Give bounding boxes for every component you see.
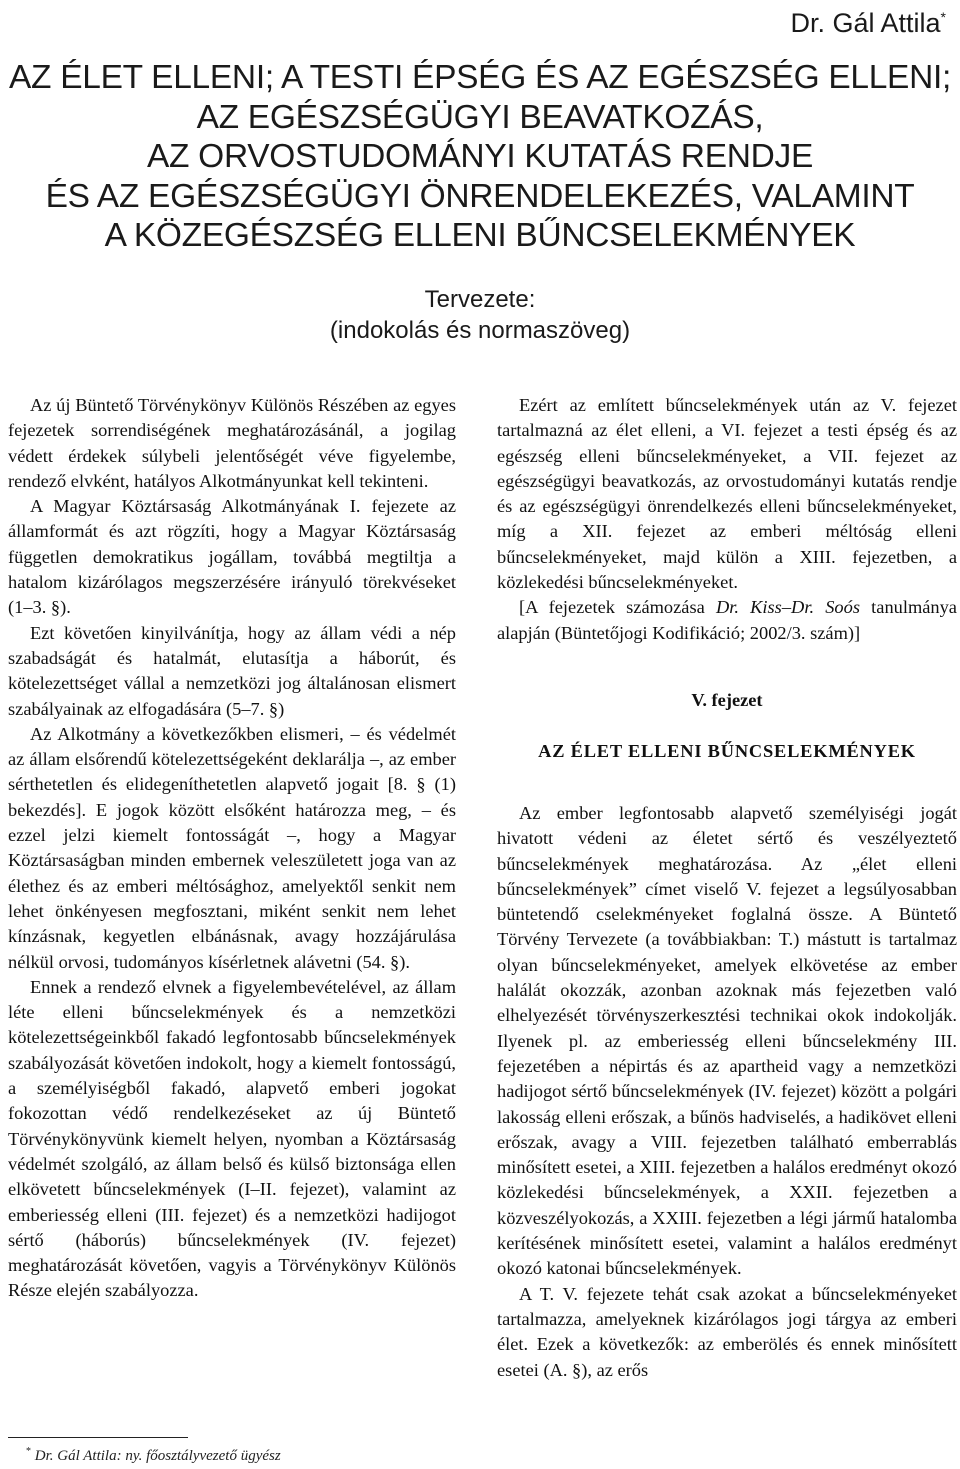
title-line: AZ ORVOSTUDOMÁNYI KUTATÁS RENDJE — [146, 138, 814, 175]
citation-prefix: [A fejezetek számozása — [519, 597, 716, 618]
author-name: Dr. Gál Attila — [790, 8, 941, 38]
paragraph: Az új Büntető Törvénykönyv Különös Részében az egyes fejezetek sorrendiségének meghatározásánál, a jogilag védett érdekek súlybeli jelentőségét véve figyelembe, rendező elvként, hatályos Alkotmányunkat kell tekinteni. — [8, 395, 456, 491]
paragraph: Az ember legfontosabb alapvető személyiségi jogát hivatott védeni az életet sértő és veszélyeztető bűncselekmények meghatározása. Az „élet elleni bűncselekmények” címet viselő V. fejezet a legsúlyosabban büntetendő cselekményeket foglalná össze. A Büntető Törvény Tervezete (a továbbiakban: T.) mástutt is tartalmaz olyan bűncselekményeket, amelyek elkövetése az ember halálát okozzák, azonban azoknak más fejezetben való elhelyezését törvényszerkesztési technikai okok indokolják. Ilyenek pl. az emberiesség elleni bűncselekmény III. fejezetében a népirtás és az apartheid vagy a nemzetközi hadijogot sértő bűncselekmények (IV. fejezet) között a polgári lakosság elleni erőszak, a bűnös hadviselés, a hadikövet elleni erőszak, avagy a VIII. fejezetben található emberrablás minősített esetei, a XIII. fejezetben a halálos eredményt okozó közlekedési bűncselekmények, a XXII. fejezetben a közveszélyokozás, a XXIII. fejezetben a légi jármű hatalomba kerítésének minősített esetei, valamint a halálos eredményt okozó katonai bűncselekmények. — [497, 802, 957, 1279]
citation-paragraph — [497, 595, 957, 646]
footnote-divider — [8, 1437, 188, 1438]
paragraph: Ennek a rendező elvnek a figyelembevételével, az állam léte elleni bűncselekmények és a nemzetközi kötelezettségeinkből fakadó legfontosabb bűncselekmények szabályozását követően indokolt, hogy a kiemelt fontosságú, a személyiségből fakadó, alapvető emberi jogokat fokozottan védő rendelkezéseket az új Büntető Törvénykönyvünk kiemelt helyen, nyomban a Köztársaság védelmét szolgáló, az állam belső és külső biztonsága ellen elkövetett bűncselekmények (I–II. fejezet), valamint az emberiesség elleni (III. fejezet) és a nemzetközi hadijogot sértő (háborús) bűncselekmények (IV. fejezet) meghatározását követően, vagyis a Törvénykönyv Különös Része elején szabályozza. — [8, 976, 456, 1301]
footnote — [26, 1442, 281, 1466]
document-subtitle — [0, 284, 960, 346]
title-line: A KÖZEGÉSZSÉG ELLENI BŰNCSELEKMÉNYEK — [104, 217, 856, 254]
right-column — [497, 393, 957, 1383]
author-footnote-mark: * — [940, 9, 946, 25]
title-line: AZ ÉLET ELLENI; A TESTI ÉPSÉG ÉS AZ EGÉSZSÉG ELLENI; — [8, 59, 951, 96]
chapter-number: V. fejezet — [691, 689, 763, 710]
title-line: AZ EGÉSZSÉGÜGYI BEAVATKOZÁS, — [196, 98, 764, 136]
citation-dash: – — [781, 597, 792, 618]
footnote-mark: * — [26, 1446, 31, 1457]
paragraph: Ezért az említett bűncselekmények után az V. fejezet tartalmazná az élet elleni, a VI. fejezet a testi épség és az egészség elleni bűncselekményeket, a VII. fejezet az egészségügyi beavatkozás, az orvostudományi kutatás rendje és az egészségügyi önrendelkezés elleni bűncselekményeket, míg a XII. fejezet az emberi méltóság elleni bűncselekményeket, majd külön a XIII. fejezetben, a közlekedési bűncselekményeket. — [497, 395, 957, 593]
chapter-title: AZ ÉLET ELLENI BŰNCSELEKMÉNYEK — [538, 740, 916, 761]
paragraph: Ezt követően kinyilvánítja, hogy az állam védi a nép szabadságát és hatalmát, elutasítja a háborút, és kötelezettséget vállal a nemzetközi jog általánosan elismert szabályainak az elfogadására (5–7. §) — [8, 622, 456, 719]
paragraph: Az Alkotmány a következőkben elismeri, – és védelmét az állam elsőrendű kötelezettségeként deklarálja –, az ember sérthetetlen és elidegeníthetetlen alapvető jogait [8. § (1) bekezdés]. E jogok között elsőként határozza meg, – és ezzel jelzi kiemelt fontosságát –, hogy a Magyar Köztársaságban minden embernek veleszületett joga van az élethez és az emberi méltósághoz, amelyektől senkit nem lehet önkényesen megfosztani, miként senkit nem lehet kínzásnak, kegyetlen elbánásnak, avagy hozzájárulása nélkül orvosi, tudományos kísérletnek alávetni (54. §). — [8, 723, 456, 972]
title-line: ÉS AZ EGÉSZSÉGÜGYI ÖNRENDELEKEZÉS, VALAMINT — [45, 177, 915, 215]
document-title — [0, 58, 960, 256]
paragraph: A T. V. fejezete tehát csak azokat a bűncselekményeket tartalmazza, amelyeknek kizárólagos jogi tárgya az emberi élet. Ezek a következők: az emberölés és ennek minősített esetei (A. §), az erős — [497, 1283, 957, 1380]
citation-author: Dr. Soós — [791, 597, 860, 618]
subtitle-line-1: Tervezete: — [424, 286, 536, 313]
left-column — [8, 393, 456, 1304]
author-header — [790, 2, 946, 38]
subtitle-line-2: (indokolás és normaszöveg) — [329, 317, 631, 344]
footnote-text: Dr. Gál Attila: ny. főosztályvezető ügyész — [34, 1448, 281, 1464]
paragraph: A Magyar Köztársaság Alkotmányának I. fejezete az államformát és azt rögzíti, hogy a Magyar Köztársaság független demokratikus jogállam, továbbá megtiltja a hatalom kizárólagos megszerzésére irányuló törekvéseket (1–3. §). — [8, 496, 456, 618]
citation-suffix: tanulmánya alapján (Büntetőjogi Kodifikáció; 2002/3. szám)] — [497, 597, 957, 643]
citation-author: Dr. Kiss — [715, 597, 782, 618]
